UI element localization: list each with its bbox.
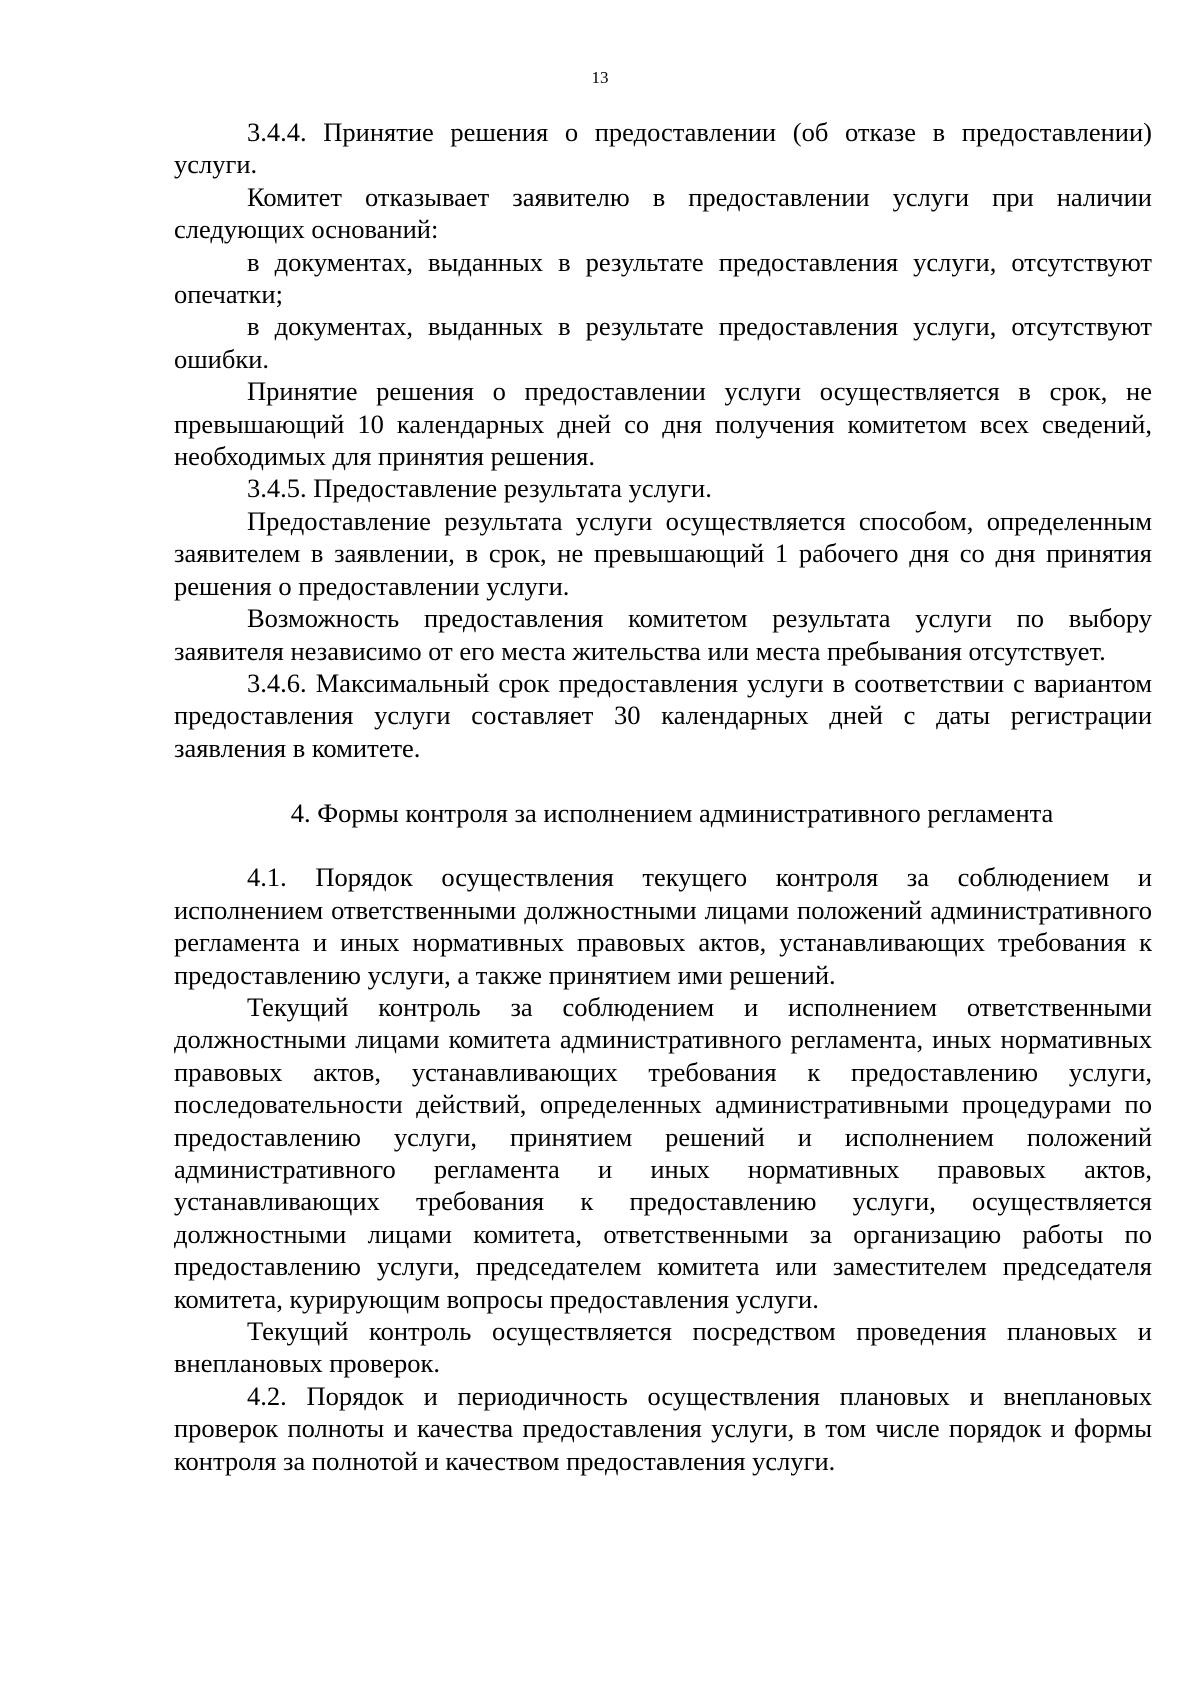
paragraph-refusal-grounds: Комитет отказывает заявителю в предоставлении услуги при наличии следующих оснований: xyxy=(174,181,1152,245)
paragraph-ground-errors: в документах, выданных в результате предоставления услуги, отсутствуют ошибки. xyxy=(174,311,1152,374)
paragraph-control-inspections: Текущий контроль осуществляется посредством проведения плановых и внеплановых проверок. xyxy=(174,1316,1152,1379)
paragraph-4-2: 4.2. Порядок и периодичность осуществления плановых и внеплановых проверок полноты и качества предоставления услуги, в том числе порядок и формы контроля за полнотой и качеством предоставления услуги. xyxy=(174,1380,1152,1476)
paragraph-3-4-6: 3.4.6. Максимальный срок предоставления услуги в соответствии с вариантом предоставления услуги составляет 30 календарных дней с даты регистрации заявления в комитете. xyxy=(174,667,1152,763)
paragraph-ground-typos: в документах, выданных в результате предоставления услуги, отсутствуют опечатки; xyxy=(174,246,1152,310)
section-heading-4: 4. Формы контроля за исполнением административного регламента xyxy=(290,797,1054,828)
paragraph-4-1: 4.1. Порядок осуществления текущего контроля за соблюдением и исполнением ответственными должностными лицами положений административного регламента и иных нормативных правовых актов, устанавливающих требования к предоставлению услуги, а также принятием ими решений. xyxy=(174,862,1152,990)
paragraph-3-4-5: 3.4.5. Предоставление результата услуги. xyxy=(247,473,712,504)
document-body xyxy=(174,116,1152,1477)
paragraph-3-4-4: 3.4.4. Принятие решения о предоставлении (об отказе в предоставлении) услуги. xyxy=(174,117,1152,180)
page-number: 13 xyxy=(591,68,609,87)
paragraph-decision-term: Принятие решения о предоставлении услуги осуществляется в срок, не превышающий 10 календарных дней со дня получения комитетом всех сведений, необходимых для принятия решения. xyxy=(174,376,1152,472)
paragraph-current-control: Текущий контроль за соблюдением и исполнением ответственными должностными лицами комитета административного регламента, иных нормативных правовых актов, устанавливающих требования к предоставлению услуги, последовательности действий, определенных административными процедурами по предоставлению услуги, принятием решений и исполнением положений административного регламента и иных нормативных правовых актов, устанавливающих требования к предоставлению услуги, осуществляется должностными лицами комитета, ответственными за организацию работы по предоставлению услуги, председателем комитета или заместителем председателя комитета, курирующим вопросы предоставления услуги. xyxy=(174,991,1152,1314)
paragraph-result-delivery: Предоставление результата услуги осуществляется способом, определенным заявителем в заявлении, в срок, не превышающий 1 рабочего дня со дня принятия решения о предоставлении услуги. xyxy=(174,505,1152,601)
paragraph-result-choice: Возможность предоставления комитетом результата услуги по выбору заявителя независимо от его места жительства или места пребывания отсутствует. xyxy=(174,603,1152,666)
